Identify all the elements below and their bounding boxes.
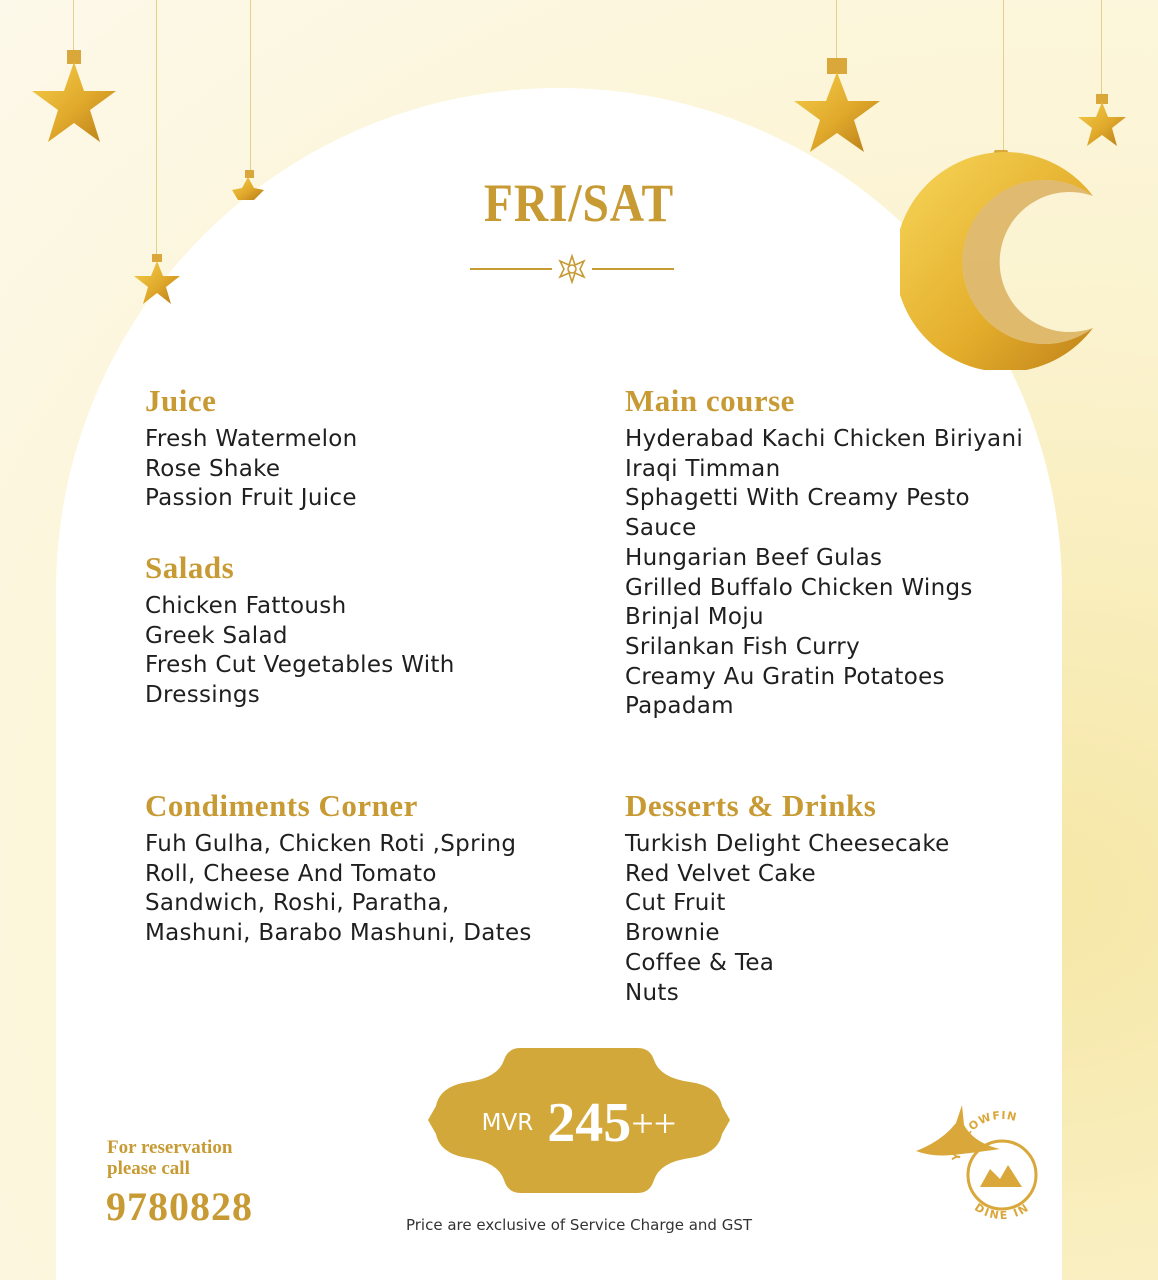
menu-item: Brinjal Moju xyxy=(625,604,764,631)
section-main-course xyxy=(625,383,1023,722)
menu-item: Iraqi Timman xyxy=(625,455,781,482)
menu-item: Fuh Gulha, Chicken Roti ,Spring xyxy=(145,831,517,857)
menu-item: Nuts xyxy=(625,979,679,1006)
star-icon xyxy=(1076,94,1128,148)
menu-item: Fresh Cut Vegetables With xyxy=(145,652,455,679)
star-icon xyxy=(30,50,118,145)
price xyxy=(428,1088,730,1158)
menu-item: Red Velvet Cake xyxy=(625,860,816,887)
section-title: Main course xyxy=(625,383,795,418)
menu-item: Brownie xyxy=(625,920,720,947)
menu-item: Mashuni, Barabo Mashuni, Dates xyxy=(145,920,532,947)
menu-item: Papadam xyxy=(625,693,734,720)
price-currency: MVR xyxy=(481,1110,534,1136)
reservation-phone[interactable]: 9780828 xyxy=(106,1184,253,1229)
reservation-label xyxy=(107,1137,232,1179)
section-title: Condiments Corner xyxy=(145,788,418,823)
section-title: Juice xyxy=(145,383,217,418)
menu-item: Fresh Watermelon xyxy=(145,426,358,452)
section-condiments xyxy=(145,788,532,949)
section-title: Salads xyxy=(145,550,235,585)
star-icon xyxy=(792,58,882,154)
menu-item: Greek Salad xyxy=(145,622,288,649)
menu-item: Rose Shake xyxy=(145,455,281,482)
section-juice xyxy=(145,383,358,514)
menu-item: Chicken Fattoush xyxy=(145,593,347,619)
logo-subtext: DINE IN xyxy=(972,1200,1033,1223)
yellowfin-logo xyxy=(912,1103,1052,1228)
reservation-label-line2: please call xyxy=(107,1158,190,1179)
section-title: Desserts & Drinks xyxy=(625,788,877,823)
star-icon xyxy=(132,254,182,306)
menu-item: Sandwich, Roshi, Paratha, xyxy=(145,890,450,917)
menu-item: Hungarian Beef Gulas xyxy=(625,544,883,571)
price-note: Price are exclusive of Service Charge and GST xyxy=(405,1216,753,1234)
menu-item: Turkish Delight Cheesecake xyxy=(625,831,950,857)
menu-item: Srilankan Fish Curry xyxy=(625,633,860,660)
page-title: FRI/SAT xyxy=(483,173,675,233)
logo-text: YELLOWFIN xyxy=(949,1108,1019,1162)
star-string xyxy=(1101,0,1102,96)
star-ornament-icon xyxy=(560,256,584,282)
menu-item: Cut Fruit xyxy=(625,890,726,917)
menu-item: Hyderabad Kachi Chicken Biriyani xyxy=(625,426,1024,452)
price-amount: 245 xyxy=(547,1092,632,1154)
menu-item: Dressings xyxy=(145,682,261,709)
star-string xyxy=(836,0,837,60)
star-string xyxy=(250,0,251,170)
menu-item: Roll, Cheese And Tomato xyxy=(145,860,437,887)
svg-text:DINE IN xyxy=(972,1201,1032,1223)
menu-item: Grilled Buffalo Chicken Wings xyxy=(625,574,973,601)
menu-item: Coffee & Tea xyxy=(625,949,775,976)
menu-item: Creamy Au Gratin Potatoes xyxy=(625,663,945,690)
moon-string xyxy=(1003,0,1004,152)
menu-item: Passion Fruit Juice xyxy=(145,485,357,512)
menu-item: Sphagetti With Creamy Pesto xyxy=(625,485,970,512)
price-suffix: ++ xyxy=(631,1100,677,1146)
section-salads xyxy=(145,550,455,711)
star-string xyxy=(73,0,74,55)
section-desserts-drinks xyxy=(625,788,950,1008)
reservation-label-line1: For reservation xyxy=(107,1137,233,1158)
menu-item: Sauce xyxy=(625,515,697,542)
title-divider xyxy=(468,253,676,285)
